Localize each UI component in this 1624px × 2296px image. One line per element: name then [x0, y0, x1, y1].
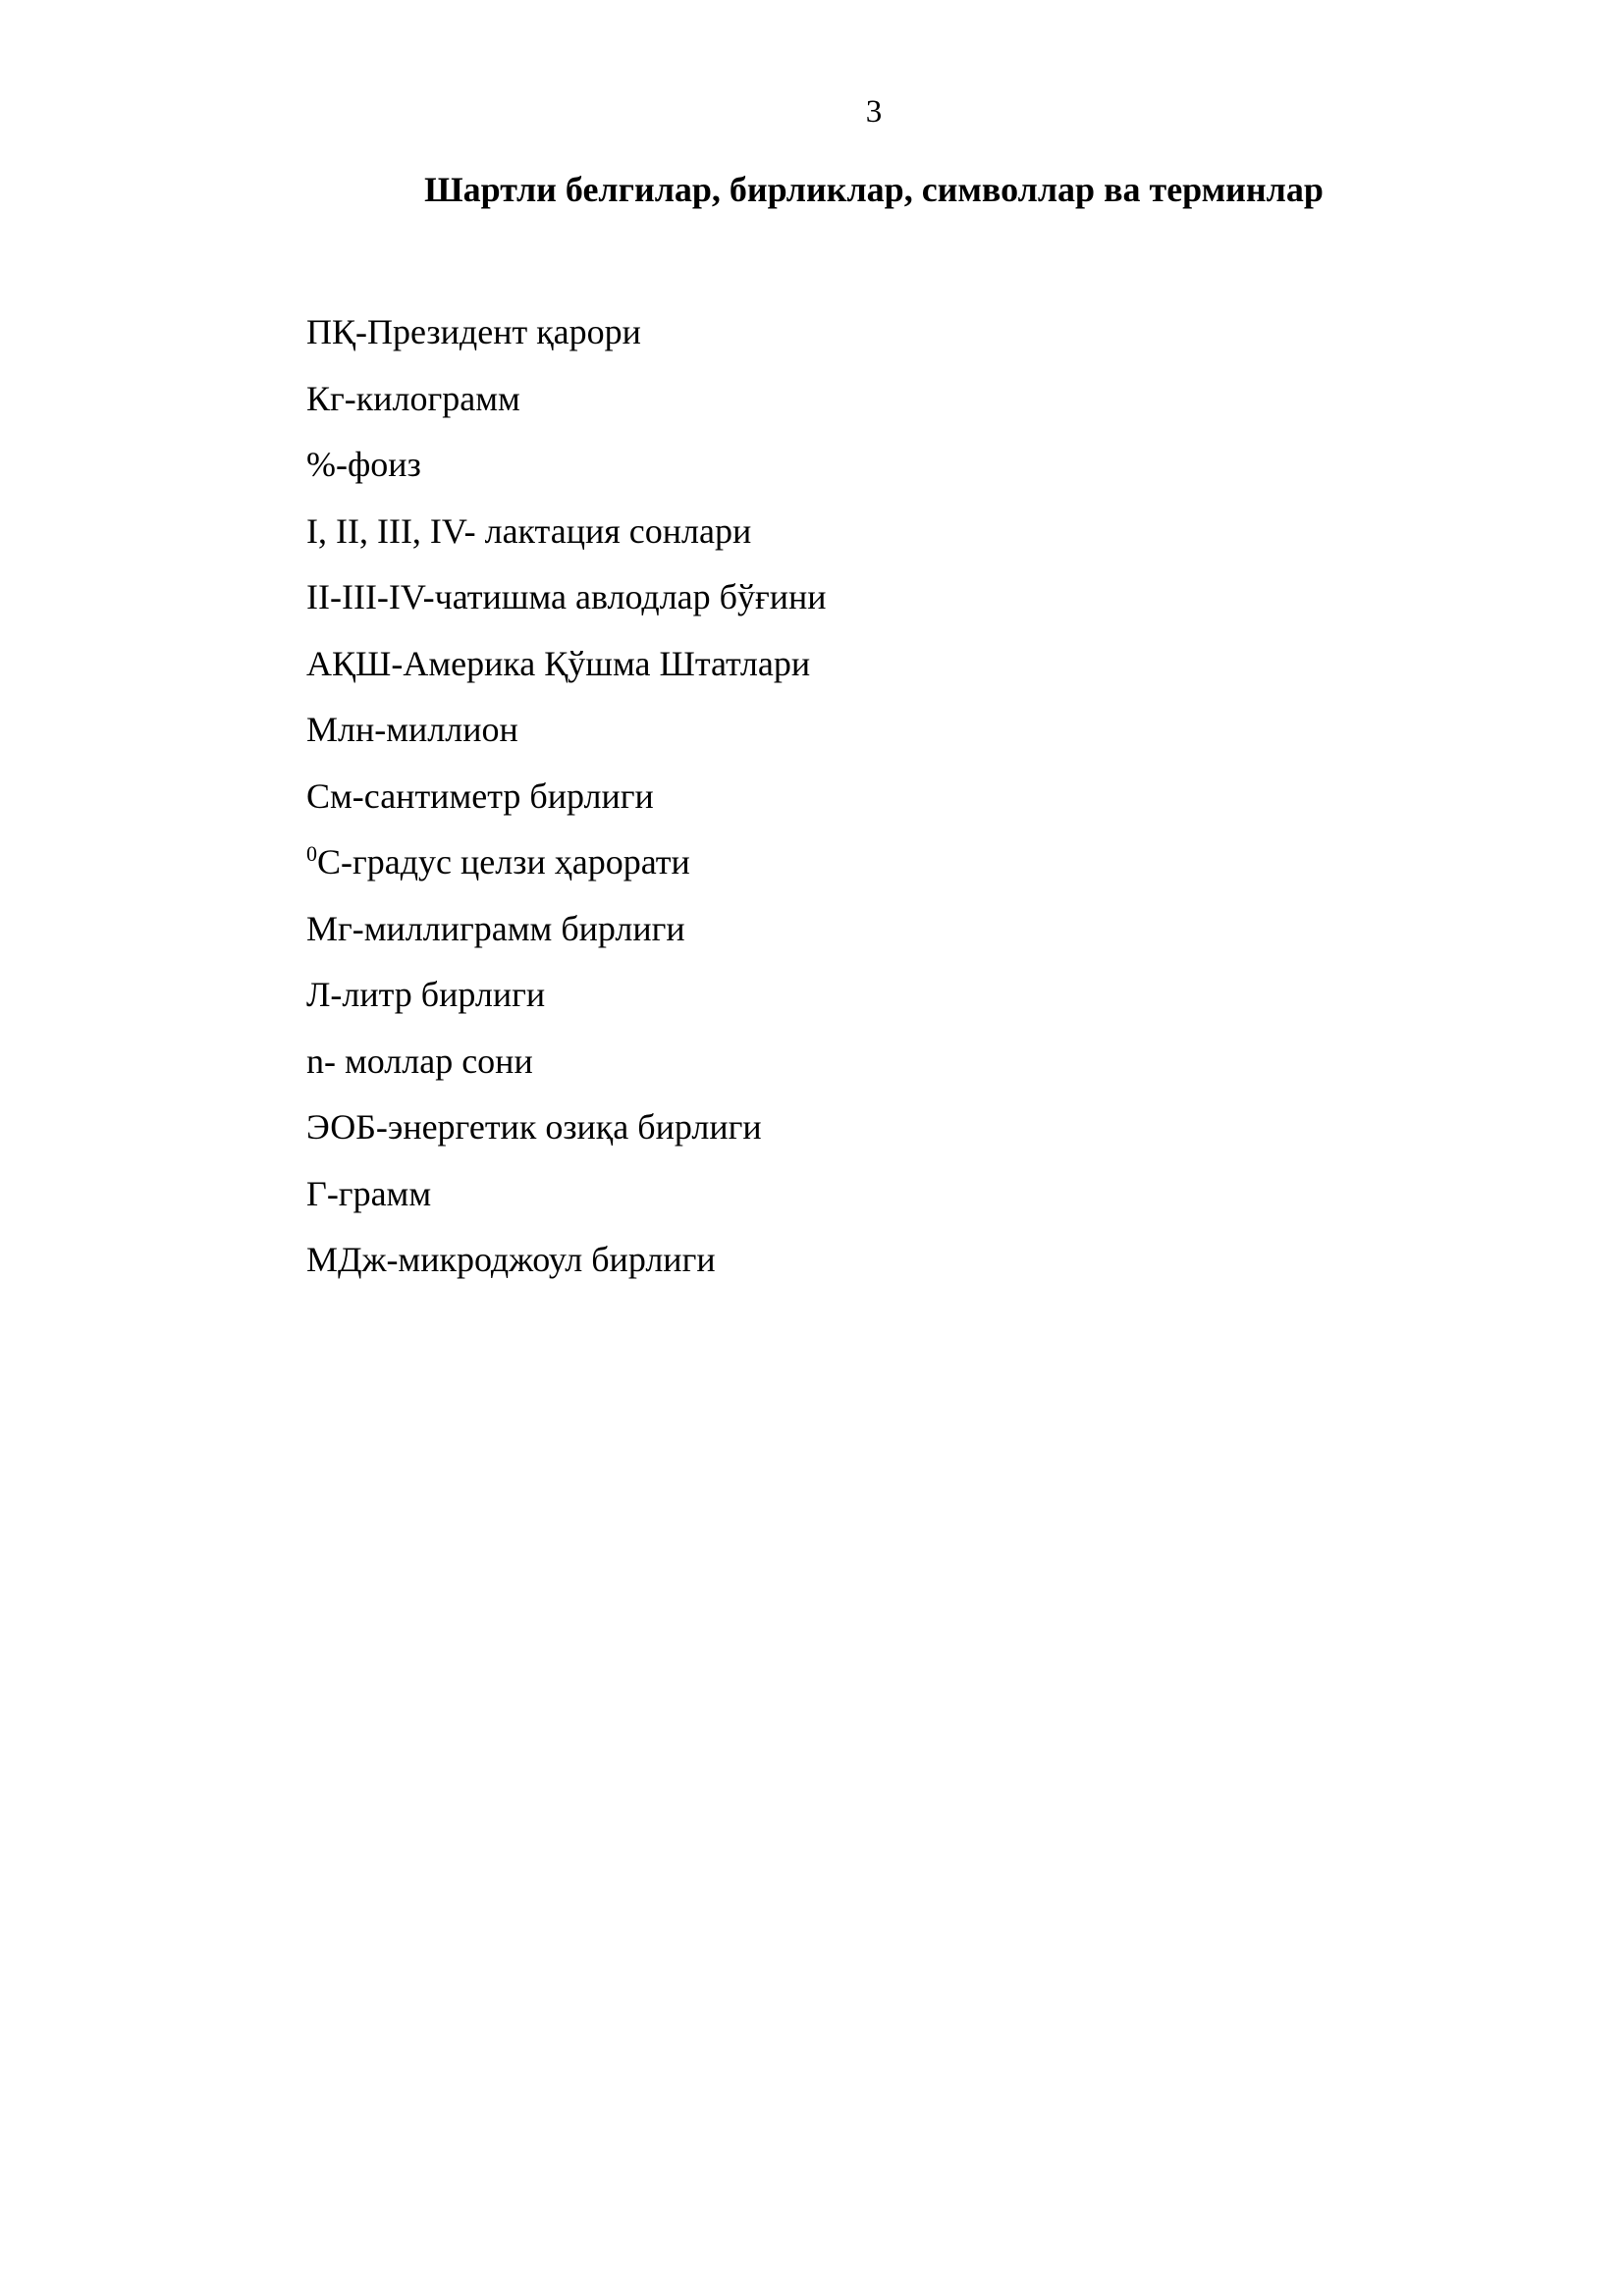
list-item-text: II-III-IV-чатишма авлодлар бўғини — [306, 577, 827, 616]
list-item — [306, 631, 827, 698]
list-item-text: ЭОБ-энергетик озиқа бирлиги — [306, 1107, 762, 1147]
list-item-text: Л-литр бирлиги — [306, 975, 546, 1014]
list-item-text: I, II, III, IV- лактация сонлари — [306, 510, 752, 551]
list-item-text: Млн-миллион — [306, 710, 518, 749]
list-item — [306, 829, 827, 896]
list-item-text: См-сантиметр бирлиги — [306, 775, 654, 816]
list-item-text: МДж-микроджоул бирлиги — [306, 1240, 716, 1279]
list-item — [306, 1095, 827, 1161]
list-item — [306, 1029, 827, 1095]
page-title: Шартли белгилар, бирликлар, символлар ва терминлар — [424, 170, 1324, 209]
list-item — [306, 962, 827, 1029]
page-number: 3 — [865, 94, 883, 130]
list-item-text: Мг-миллиграмм бирлиги — [306, 908, 685, 948]
list-item-text: АҚШ-Америка Қўшма Штатлари — [306, 643, 811, 683]
list-item-text: ПҚ-Президент қарори — [306, 312, 641, 351]
list-item — [306, 896, 827, 963]
list-item — [306, 432, 827, 499]
list-item-text: %-фоиз — [306, 445, 421, 484]
list-item — [306, 299, 827, 366]
list-item — [306, 764, 827, 830]
list-item — [306, 499, 827, 565]
list-item — [306, 564, 827, 631]
list-item — [306, 697, 827, 764]
list-item-text: Г-грамм — [306, 1173, 432, 1213]
list-item — [306, 366, 827, 433]
abbreviation-list — [306, 299, 827, 1294]
list-item — [306, 1161, 827, 1228]
superscript: 0 — [306, 841, 317, 866]
list-item-text: С-градус целзи ҳарорати — [317, 842, 690, 881]
list-item-text: Кг-килограмм — [306, 378, 520, 418]
list-item — [306, 1227, 827, 1294]
list-item-text: n- моллар сони — [306, 1041, 533, 1081]
